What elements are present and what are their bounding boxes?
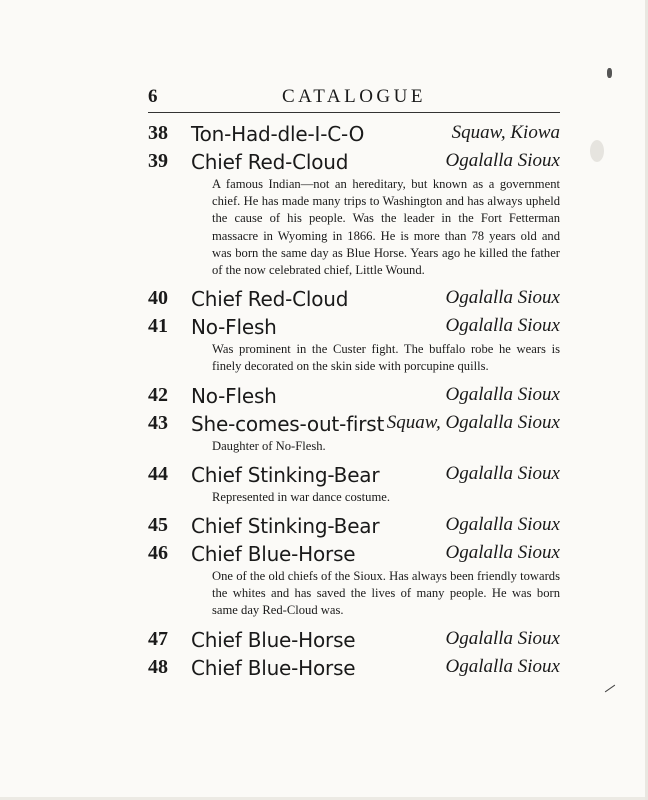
- entry-description: Represented in war dance costume.: [212, 489, 390, 504]
- page-number: 6: [148, 86, 158, 107]
- entry-tribe: Squaw, Kiowa: [451, 122, 560, 143]
- entry-tribe: Ogalalla Sioux: [445, 514, 560, 536]
- entry-name: Chief Blue-Horse: [191, 542, 356, 567]
- entry-name: Chief Stinking-Bear: [191, 462, 380, 487]
- entry-tribe: Ogalalla Sioux: [445, 150, 560, 171]
- entry-number: 44: [148, 462, 168, 485]
- entry-name: No-Flesh: [191, 315, 277, 340]
- entry-heading: [148, 461, 560, 489]
- entry-name: Ton-Had-dle-I-C-O: [191, 122, 365, 146]
- catalogue-entry: [148, 512, 560, 540]
- entry-number: 47: [148, 627, 168, 650]
- catalogue-entry: [148, 120, 560, 148]
- page-header: [148, 86, 560, 110]
- entry-number: 42: [148, 383, 168, 406]
- entry-heading: [148, 120, 560, 148]
- entry-heading: [148, 148, 560, 176]
- entry-heading: [148, 382, 560, 410]
- paper-mark: [605, 685, 615, 693]
- entry-description: One of the old chiefs of the Sioux. Has always been friendly towards the whites and has saved the lives of many people. He was born same day Red-Cloud was.: [212, 569, 560, 618]
- entry-heading: [148, 540, 560, 568]
- header-rule: [148, 112, 560, 113]
- catalogue-entry: [148, 410, 560, 455]
- running-head: CATALOGUE: [282, 86, 426, 107]
- entry-heading: [148, 410, 560, 438]
- catalogue-entry: [148, 382, 560, 410]
- entry-number: 41: [148, 315, 168, 338]
- entry-heading: [148, 512, 560, 540]
- entry-heading: [148, 285, 560, 313]
- entry-name: Chief Blue-Horse: [191, 627, 356, 652]
- entry-number: 48: [148, 655, 168, 678]
- catalogue-entry: [148, 654, 560, 682]
- entry-heading: [148, 313, 560, 341]
- entry-number: 46: [148, 542, 168, 565]
- catalogue-entry: [148, 461, 560, 506]
- catalogue-entry: [148, 148, 560, 279]
- catalogue-entry: [148, 285, 560, 313]
- entry-heading: [148, 626, 560, 654]
- entry-description: Was prominent in the Custer fight. The buffalo robe he wears is finely decorated on the skin side with porcupine quills.: [212, 342, 560, 374]
- entry-heading: [148, 654, 560, 682]
- entry-number: 45: [148, 514, 168, 537]
- catalogue-entries: [148, 120, 560, 682]
- entry-number: 38: [148, 122, 168, 144]
- paper-stain: [590, 140, 604, 162]
- entry-tribe: Squaw, Ogalalla Sioux: [386, 411, 560, 433]
- entry-tribe: Ogalalla Sioux: [445, 315, 560, 337]
- entry-tribe: Ogalalla Sioux: [445, 287, 560, 309]
- entry-name: Chief Red-Cloud: [191, 150, 349, 174]
- entry-name: Chief Blue-Horse: [191, 655, 356, 680]
- entry-name: Chief Stinking-Bear: [191, 514, 380, 539]
- entry-name: She-comes-out-first: [191, 411, 385, 436]
- catalogue-entry: [148, 626, 560, 654]
- entry-number: 43: [148, 411, 168, 434]
- entry-number: 40: [148, 287, 168, 310]
- entry-name: Chief Red-Cloud: [191, 287, 349, 312]
- entry-number: 39: [148, 150, 168, 172]
- entry-tribe: Ogalalla Sioux: [445, 462, 560, 484]
- entry-tribe: Ogalalla Sioux: [445, 655, 560, 677]
- paper-speck: [607, 68, 612, 78]
- entry-tribe: Ogalalla Sioux: [445, 383, 560, 405]
- entry-name: No-Flesh: [191, 383, 277, 408]
- catalogue-entry: [148, 313, 560, 375]
- entry-tribe: Ogalalla Sioux: [445, 542, 560, 564]
- catalogue-entry: [148, 540, 560, 620]
- entry-tribe: Ogalalla Sioux: [445, 627, 560, 649]
- entry-description: A famous Indian—not an hereditary, but known as a government chief. He has made many trips to Washington and has always upheld the cause of his people. Was the leader in the Fort Fetterman massacre in Wyoming in 1866. He is more than 78 years old and was born the same day as Blue Horse. Years ago he killed the father of the now celebrated chief, Little Wound.: [212, 177, 560, 278]
- entry-description: Daughter of No-Flesh.: [212, 438, 326, 453]
